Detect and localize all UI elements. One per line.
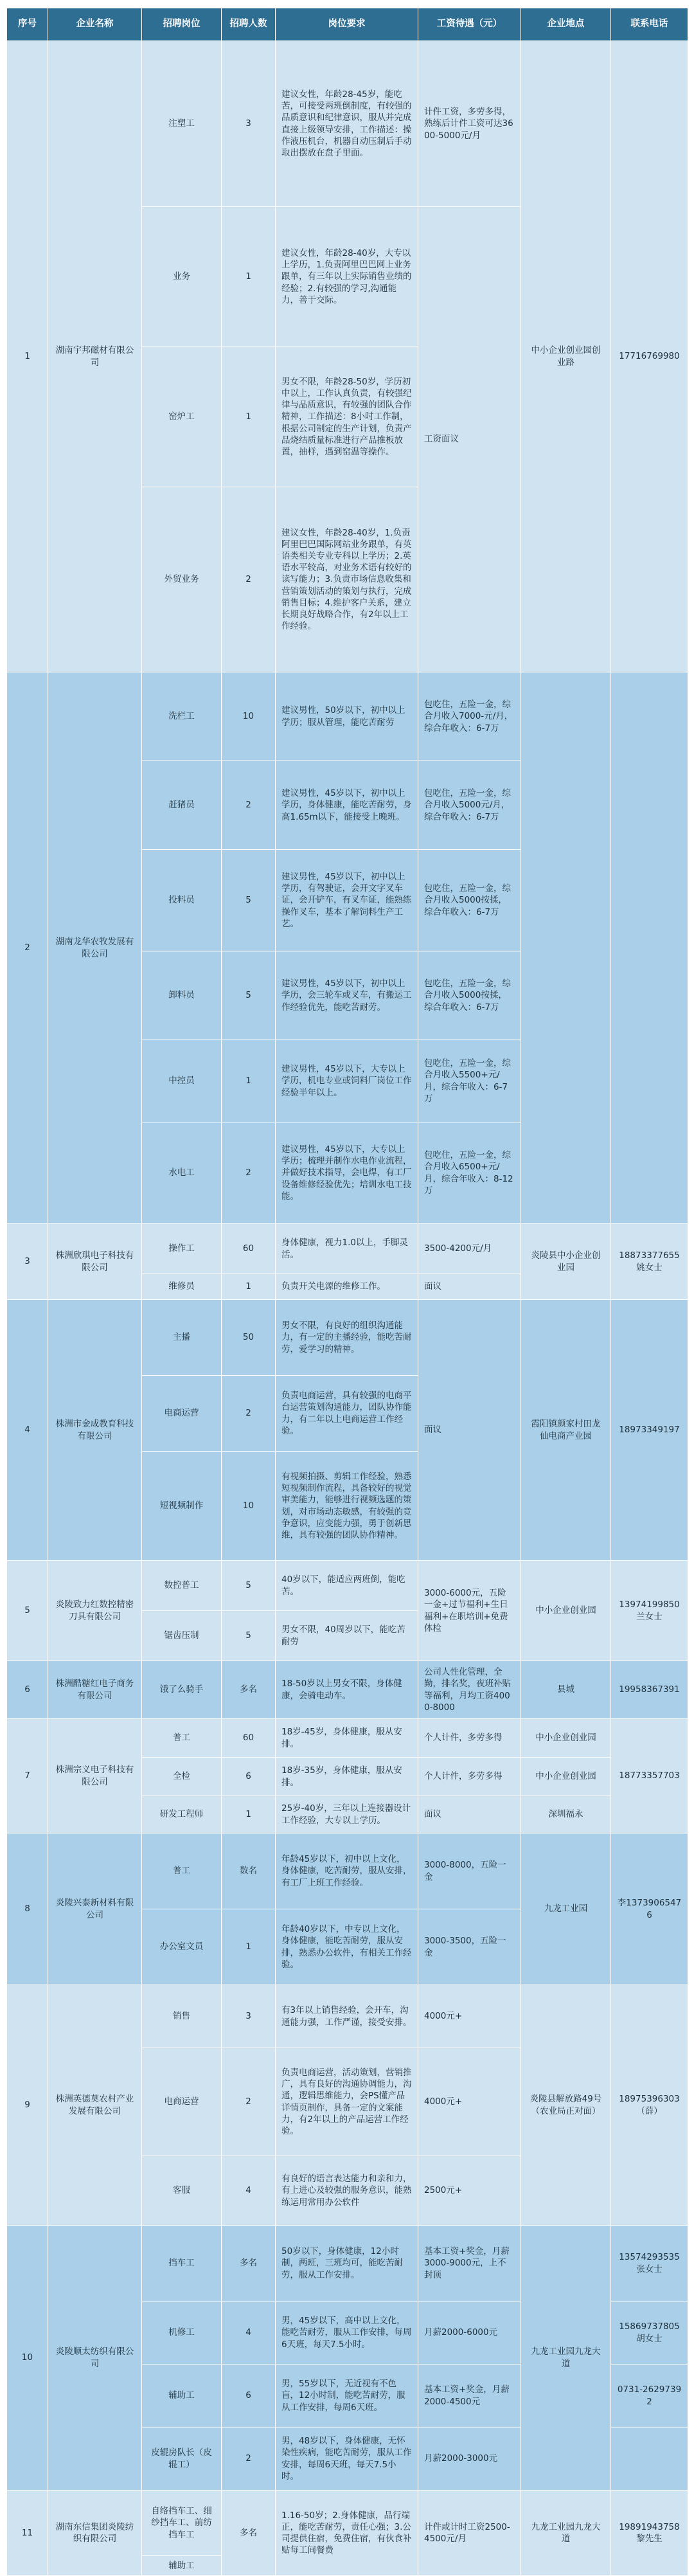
position-name: 数控普工 [142,1561,222,1611]
row-number: 11 [7,2490,48,2576]
row-number: 2 [7,672,48,1224]
position-salary: 面议 [418,1300,521,1561]
company-location: 中小企业创业园 [521,1719,611,1758]
row-number: 4 [7,1300,48,1561]
company-name: 炎陵兴泰新材料有限公司 [48,1833,142,1985]
row-number: 10 [7,2226,48,2490]
position-requirements: 有良好的语言表达能力和亲和力，有上进心及较强的服务意识，能熟练运用常用办公软件 [276,2156,418,2226]
position-salary: 计件工资，多劳多得，熟练后计件工资可达3600-5000元/月 [418,41,521,207]
position-salary: 个人计件，多劳多得 [418,1758,521,1796]
position-name: 挡车工 [142,2226,222,2301]
contact-phone: 李13739065476 [611,1833,688,1985]
position-count: 多名 [222,2226,276,2301]
row-number: 8 [7,1833,48,1985]
company-name: 湖南宇邦磁材有限公司 [48,41,142,672]
company-location: 中小企业创业园创业路 [521,41,611,672]
position-count: 1 [222,1040,276,1122]
position-requirements: 男女不限，40周岁以下，能吃苦耐劳 [276,1611,418,1661]
header-cell-phone: 联系电话 [611,8,688,41]
position-name: 研发工程师 [142,1796,222,1833]
position-salary: 包吃住，五险一金，综合月收入6500+元/月，综合年收入：8-12万 [418,1122,521,1224]
position-salary: 3500-4200元/月 [418,1224,521,1274]
row-number: 5 [7,1561,48,1661]
position-count: 数名 [222,1833,276,1909]
position-requirements: 18岁-45岁，身体健康，服从安排。 [276,1719,418,1758]
position-name: 自络挡车工、细纱挡车工、前纺挡车工 [142,2490,222,2556]
position-name: 维修员 [142,1274,222,1300]
contact-phone: 17716769980 [611,41,688,672]
position-count: 5 [222,850,276,951]
position-count: 5 [222,1611,276,1661]
table-row [7,1719,688,1758]
position-requirements: 负责电商运营，活动策划，营销推广，具有良好的沟通协调能力，沟通，逻辑思维能力，会PS懂产品详情页制作，具备一定的文案能力，有2年以上的产品运营工作经验。 [276,2048,418,2156]
position-count: 1 [222,1796,276,1833]
company-location: 中小企业创业园 [521,1561,611,1661]
position-count: 10 [222,672,276,761]
position-name: 锯齿压制 [142,1611,222,1661]
company-name: 株洲酷糖红电子商务有限公司 [48,1661,142,1719]
position-name: 办公室文员 [142,1909,222,1985]
position-salary: 包吃住，五险一金，综合月收入5000元/月，综合年收入：6-7万 [418,761,521,850]
position-name: 客服 [142,2156,222,2226]
position-salary: 包吃住，五险一金，综合月收入7000-元/月，综合年收入：6-7万 [418,672,521,761]
position-name: 机修工 [142,2301,222,2364]
position-salary: 4000元+ [418,2048,521,2156]
company-name: 株洲欣琪电子科技有限公司 [48,1224,142,1300]
position-name: 投料员 [142,850,222,951]
position-salary: 面议 [418,1274,521,1300]
position-requirements: 男，55岁以下，无近视有不色盲，12小时制，能吃苦耐劳，服从工作安排，每周6天班。 [276,2364,418,2427]
header-cell-company: 企业名称 [48,8,142,41]
contact-phone: 13574293535 张女士 [611,2226,688,2301]
position-salary: 月薪2000-3000元 [418,2427,521,2490]
position-requirements: 建议男性，45岁以下，大专以上学历；梳理并制作水电作业流程，并做好技术指导，会电焊，有工厂设备维修经验优先；培训水电工技能。 [276,1122,418,1224]
position-requirements: 有视频拍摄、剪辑工作经验，熟悉短视频制作流程，具备较好的视觉审美能力，能够进行视频选题的策划，对市场动态敏感，有较强的竞争意识，应变能力强，勇于创新思维，具有较强的团队协作精神。 [276,1452,418,1561]
position-requirements: 1.16-50岁；2.身体健康，品行端正，能吃苦耐劳，责任心强；3.公司提供住宿，免费住宿，有伙食补贴每工间餐费 [276,2490,418,2576]
company-location: 九龙工业园九龙大道 [521,2490,611,2576]
position-salary: 4000元+ [418,1985,521,2048]
row-number: 1 [7,41,48,672]
position-count: 5 [222,1561,276,1611]
position-salary: 基本工资+奖金，月薪3000-9000元，上不封顶 [418,2226,521,2301]
position-salary: 月薪2000-6000元 [418,2301,521,2364]
position-requirements: 建议女性，年龄28-40岁，1.负责阿里巴巴国际网站业务跟单，有英语类相关专业专科以上学历；2.英语水平较高，对业务术语有较好的读写能力；3.负责市场信息收集和营销策划活动的策划与执行，完成销售目标；4.维护客户关系，建立长期良好战略合作，有2年以上工作经验。 [276,487,418,672]
table-row [7,1224,688,1274]
header-cell-location: 企业地点 [521,8,611,41]
position-requirements: 有3年以上销售经验，会开车，沟通能力强，工作严谨，接受安排。 [276,1985,418,2048]
table-row [7,1561,688,1611]
row-number: 9 [7,1985,48,2226]
table-row [7,41,688,207]
position-name: 短视频制作 [142,1452,222,1561]
position-name: 辅助工 [142,2364,222,2427]
company-name: 炎陵致力红数控精密刀具有限公司 [48,1561,142,1661]
position-name: 赶猪员 [142,761,222,850]
table-row [7,672,688,761]
position-name: 电商运营 [142,2048,222,2156]
position-requirements: 建议男性，45岁以下，初中以上学历，会三轮车或叉车，有搬运工作经验优先，能吃苦耐劳。 [276,951,418,1040]
header-cell-count: 招聘人数 [222,8,276,41]
company-location: 炎陵县中小企业创业园 [521,1224,611,1300]
contact-phone [611,672,688,1224]
recruitment-table [6,8,688,2576]
company-name: 株洲英德莫农村产业发展有限公司 [48,1985,142,2226]
company-name: 株洲宗义电子科技有限公司 [48,1719,142,1833]
position-name: 饿了么骑手 [142,1661,222,1719]
company-name: 湖南东信集团炎陵纺织有限公司 [48,2490,142,2576]
position-salary: 面议 [418,1796,521,1833]
position-salary: 包吃住，五险一金，综合月收入5000按揉，综合年收入：6-7万 [418,951,521,1040]
position-requirements: 年龄40岁以下，中专以上文化，身体健康，能吃苦耐劳，服从安排，熟悉办公软件，有相关工作经验。 [276,1909,418,1985]
company-name: 株洲市金成教育科技有限公司 [48,1300,142,1561]
position-count: 60 [222,1719,276,1758]
contact-phone: 18975396303（薛） [611,1985,688,2226]
company-location: 霞阳镇颜家村田龙仙电商产业园 [521,1300,611,1561]
table-row [7,2490,688,2556]
position-requirements: 18岁-35岁，身体健康，服从安排。 [276,1758,418,1796]
header-cell-requirements: 岗位要求 [276,8,418,41]
contact-phone: 13974199850 兰女士 [611,1561,688,1661]
company-location [521,672,611,1224]
position-requirements: 建议男性，45岁以下，初中以上学历，有驾驶证，会开文字叉车证，会开铲车，有叉车证，能熟练操作叉车，基本了解饲料生产工艺。 [276,850,418,951]
row-number: 3 [7,1224,48,1300]
position-requirements: 男女不限，年龄28-50岁，学历初中以上，工作认真负责，有较强纪律与品质意识，有较强的团队合作精神，工作描述：8小时工作制，根据公司制定的生产计划，负责产品烧结质量标准进行产品推板放置，抽样，遇到窑温等操作。 [276,347,418,487]
position-name: 水电工 [142,1122,222,1224]
position-name: 电商运营 [142,1376,222,1452]
position-requirements: 男，45岁以下，高中以上文化，能吃苦耐劳，服从工作安排，每周6天班，每天7.5小时。 [276,2301,418,2364]
position-count: 1 [222,1274,276,1300]
position-count: 10 [222,1452,276,1561]
contact-phone: 15869737805 胡女士 [611,2301,688,2364]
position-requirements: 50岁以下，身体健康，12小时制，两班，三班均可，能吃苦耐劳，服从工作安排。 [276,2226,418,2301]
position-requirements: 负责电商运营，具有较强的电商平台运营策划沟通能力，团队协作能力，有二年以上电商运营工作经验。 [276,1376,418,1452]
table-header-row [7,8,688,41]
contact-phone: 19891943758 黎先生 [611,2490,688,2576]
position-count: 2 [222,761,276,850]
contact-phone [611,2427,688,2490]
position-requirements: 18-50岁以上男女不限，身体健康，会骑电动车。 [276,1661,418,1719]
position-count: 1 [222,207,276,347]
header-cell-no: 序号 [7,8,48,41]
position-requirements: 建议男性，50岁以下，初中以上学历；服从管理，能吃苦耐劳 [276,672,418,761]
position-count: 3 [222,1985,276,2048]
position-salary: 2500元+ [418,2156,521,2226]
position-requirements: 40岁以下，能适应两班倒，能吃苦。 [276,1561,418,1611]
contact-phone: 19958367391 [611,1661,688,1719]
company-name: 炎陵顺太纺织有限公司 [48,2226,142,2490]
position-requirements: 建议男性，45岁以下，大专以上学历，机电专业或饲料厂岗位工作经验半年以上。 [276,1040,418,1122]
table-row [7,2226,688,2301]
position-requirements: 建议男性，45岁以下，初中以上学历，身体健康，能吃苦耐劳，身高1.65m以下，能接受上晚班。 [276,761,418,850]
position-requirements: 25岁-40岁，三年以上连接器设计工作经验，大专以上学历。 [276,1796,418,1833]
position-requirements: 建议女性，年龄28-40岁，大专以上学历，1.负责阿里巴巴网上业务跟单，有三年以上实际销售业绩的经验；2.有较强的学习,沟通能力，善于交际。 [276,207,418,347]
position-count: 5 [222,951,276,1040]
position-name: 外贸业务 [142,487,222,672]
position-name: 注塑工 [142,41,222,207]
company-location: 县城 [521,1661,611,1719]
contact-phone: 18773357703 [611,1719,688,1833]
position-count: 多名 [222,2490,276,2576]
position-name: 普工 [142,1719,222,1758]
company-location: 九龙工业园 [521,1833,611,1985]
position-count: 1 [222,347,276,487]
contact-phone: 18973349197 [611,1300,688,1561]
position-salary: 个人计件，多劳多得 [418,1719,521,1758]
position-count: 6 [222,2364,276,2427]
position-salary: 包吃住，五险一金，综合月收入5500+元/月，综合年收入：6-7万 [418,1040,521,1122]
position-salary: 包吃住，五险一金，综合月收入5000按揉，综合年收入：6-7万 [418,850,521,951]
position-name: 窑炉工 [142,347,222,487]
table-row [7,1833,688,1909]
header-cell-position: 招聘岗位 [142,8,222,41]
position-count: 4 [222,2156,276,2226]
position-count: 50 [222,1300,276,1376]
position-requirements: 建议女性，年龄28-45岁，能吃苦，可接受两班倒制度，有较强的品质意识和纪律意识，服从并完成直接上级领导安排，工作描述：操作液压机台，机器自动压制后手动取出摆放在盘子里面。 [276,41,418,207]
position-requirements: 年龄45岁以下，初中以上文化，身体健康，吃苦耐劳，服从安排，有工厂上班工作经验。 [276,1833,418,1909]
position-count: 2 [222,2427,276,2490]
table-row [7,1661,688,1719]
position-count: 1 [222,1909,276,1985]
position-name: 操作工 [142,1224,222,1274]
position-name: 卸料员 [142,951,222,1040]
position-requirements: 男女不限，有良好的组织沟通能力，有一定的主播经验，能吃苦耐劳，爱学习的精神。 [276,1300,418,1376]
table-row [7,1300,688,1376]
position-name: 主播 [142,1300,222,1376]
row-number: 7 [7,1719,48,1833]
company-name: 湖南龙华农牧发展有限公司 [48,672,142,1224]
position-count: 2 [222,1122,276,1224]
position-count: 60 [222,1224,276,1274]
contact-phone: 18873377655 姚女士 [611,1224,688,1300]
company-location: 中小企业创业园 [521,1758,611,1796]
position-salary: 基本工资+奖金，月薪2000-4500元 [418,2364,521,2427]
position-count: 2 [222,1376,276,1452]
company-location: 炎陵县解放路49号（农业局正对面） [521,1985,611,2226]
table-row [7,1985,688,2048]
position-salary: 3000-3500，五险一金 [418,1909,521,1985]
position-count: 3 [222,41,276,207]
position-count: 多名 [222,1661,276,1719]
company-location: 九龙工业园九龙大道 [521,2226,611,2490]
position-salary: 工资面议 [418,207,521,672]
header-cell-salary: 工资待遇（元） [418,8,521,41]
position-name: 辅助工 [142,2556,222,2576]
contact-phone: 0731-26297392 [611,2364,688,2427]
position-salary: 3000-8000，五险一金 [418,1833,521,1909]
position-salary: 3000-6000元，五险一金+过节福利+生日福利+在职培训+免费体检 [418,1561,521,1661]
company-location: 深圳福永 [521,1796,611,1833]
position-count: 6 [222,1758,276,1796]
position-name: 全检 [142,1758,222,1796]
position-salary: 公司人性化管理，全勤，排名奖，夜班补贴等福利，月均工资4000-8000 [418,1661,521,1719]
position-name: 皮辊房队长（皮辊工） [142,2427,222,2490]
position-requirements: 身体健康，视力1.0以上，手脚灵活。 [276,1224,418,1274]
row-number: 6 [7,1661,48,1719]
position-name: 洗栏工 [142,672,222,761]
position-name: 普工 [142,1833,222,1909]
position-name: 销售 [142,1985,222,2048]
position-name: 中控员 [142,1040,222,1122]
position-count: 2 [222,487,276,672]
position-count: 2 [222,2048,276,2156]
position-requirements: 负责开关电源的维修工作。 [276,1274,418,1300]
position-salary: 计件或计时工资2500-4500元/月 [418,2490,521,2576]
position-count: 4 [222,2301,276,2364]
position-requirements: 男，48岁以下，身体健康，无怀染性疾病，能吃苦耐劳，服从工作安排，每周6天班，每天7.5小时。 [276,2427,418,2490]
position-name: 业务 [142,207,222,347]
